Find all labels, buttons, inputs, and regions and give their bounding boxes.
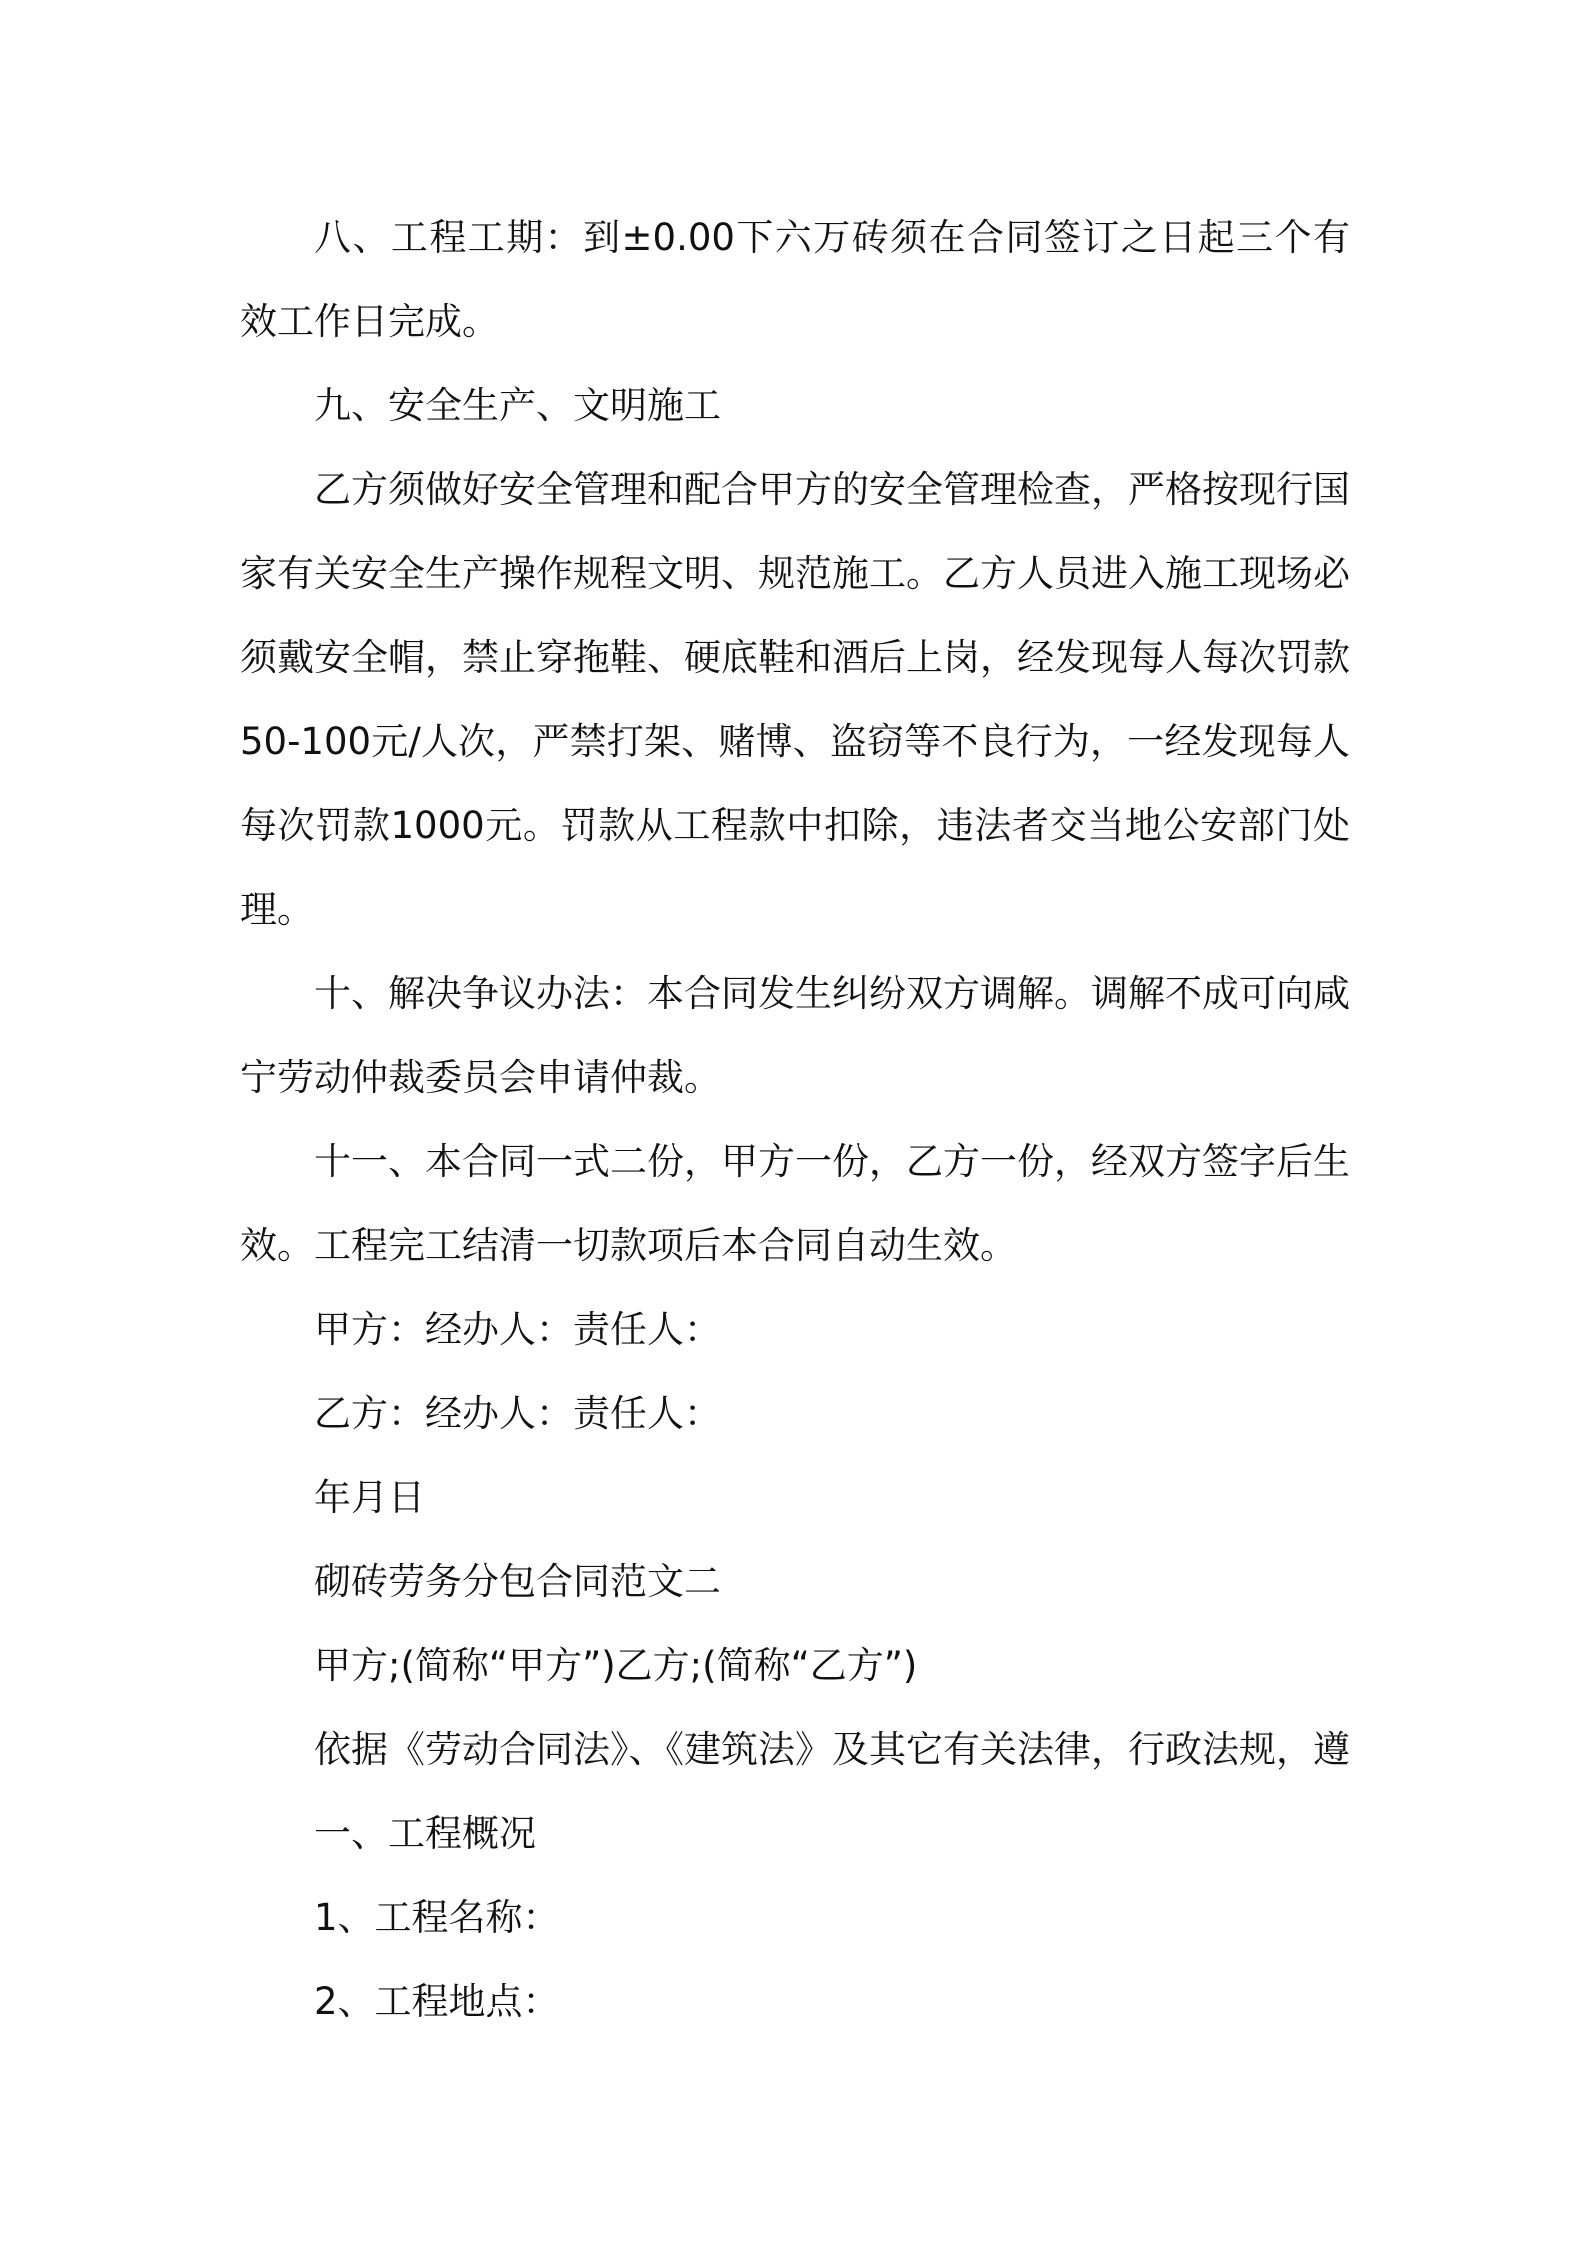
clause-10-disputes: 十、解决争议办法：本合同发生纠纷双方调解。调解不成可向咸宁劳动仲裁委员会申请仲裁。 xyxy=(240,972,1350,1099)
party-a-signature-line: 甲方：经办人：责任人： xyxy=(314,1308,721,1351)
legal-basis-line: 依据《劳动合同法》、《建筑法》及其它有关法律，行政法规，遵 xyxy=(314,1728,1350,1771)
sample-two-title: 砌砖劳务分包合同范文二 xyxy=(314,1560,721,1603)
parties-line: 甲方;(简称“甲方”)乙方;(简称“乙方”) xyxy=(314,1644,918,1687)
project-location-line: 2、工程地点： xyxy=(314,1980,560,2023)
party-b-signature-line: 乙方：经办人：责任人： xyxy=(314,1392,721,1435)
clause-9-heading: 九、安全生产、文明施工 xyxy=(314,384,721,427)
date-line: 年月日 xyxy=(314,1476,425,1519)
clause-9-safety-text: 乙方须做好安全管理和配合甲方的安全管理检查，严格按现行国家有关安全生产操作规程文明、规范施工。乙方人员进入施工现场必须戴安全帽，禁止穿拖鞋、硬底鞋和酒后上岗，经发现每人每次罚款50-100元/人次，严禁打架、赌博、盗窃等不良行为，一经发现每人每次罚款1000元。罚款从工程款中扣除，违法者交当地公安部门处理。 xyxy=(240,468,1350,931)
project-name-line: 1、工程名称： xyxy=(314,1896,560,1939)
clause-11-copies: 十一、本合同一式二份，甲方一份，乙方一份，经双方签字后生效。工程完工结清一切款项后本合同自动生效。 xyxy=(240,1140,1350,1267)
document-body xyxy=(240,196,1350,2044)
clause-8-schedule: 八、工程工期：到±0.00下六万砖须在合同签订之日起三个有效工作日完成。 xyxy=(240,216,1350,343)
section-1-heading: 一、工程概况 xyxy=(314,1812,536,1855)
